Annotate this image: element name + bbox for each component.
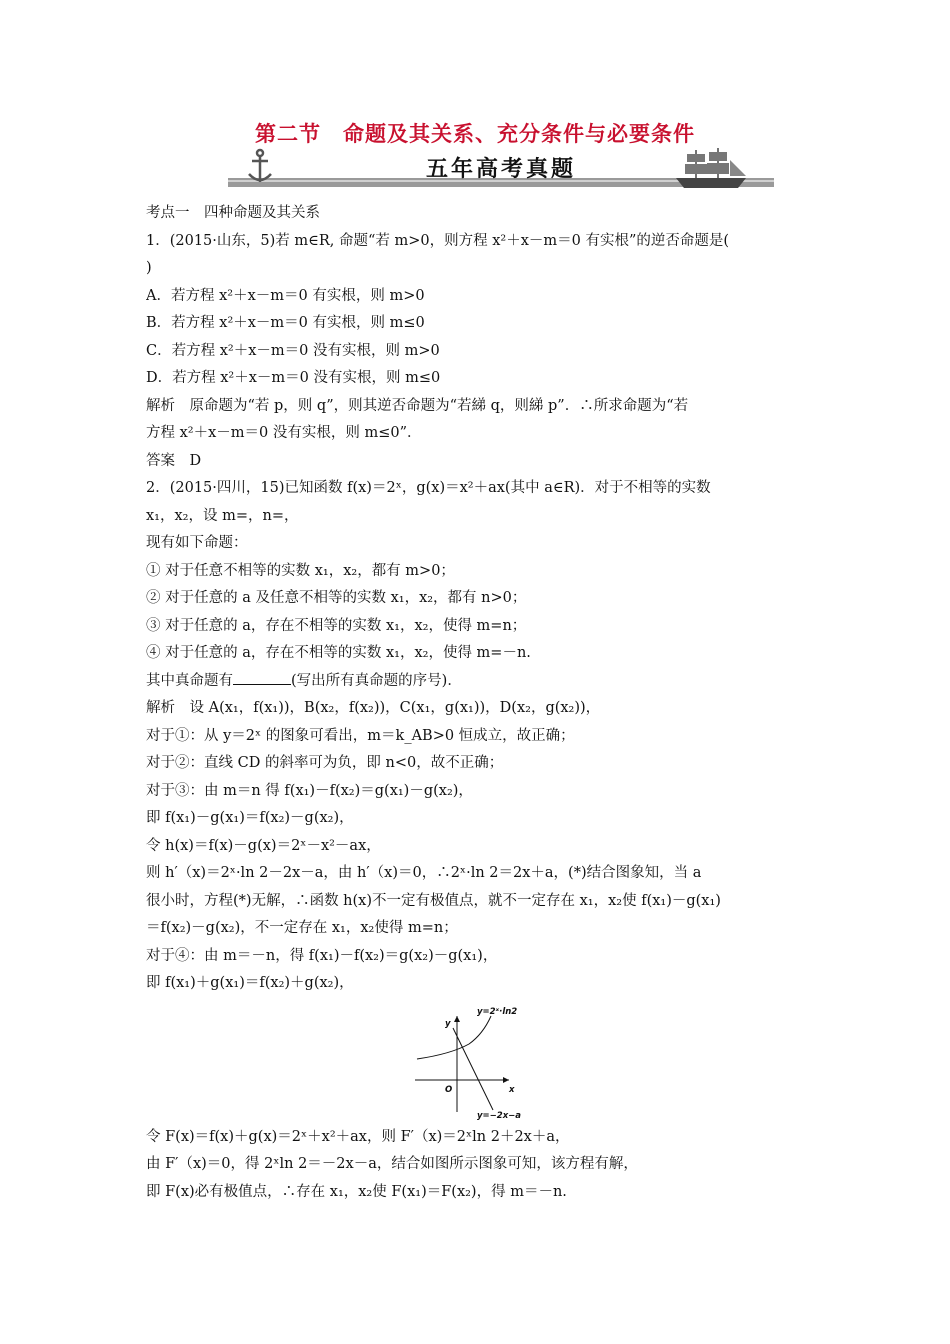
text-line: 对于③：由 m＝n 得 f(x₁)－f(x₂)＝g(x₁)－g(x₂)， <box>146 782 473 799</box>
text-line: ② 对于任意的 a 及任意不相等的实数 x₁，x₂，都有 n>0； <box>146 590 527 606</box>
function-graph <box>411 1004 547 1120</box>
text-line: ③ 对于任意的 a，存在不相等的实数 x₁，x₂，使得 m=n； <box>146 617 527 634</box>
origin-label: O <box>445 1084 453 1095</box>
text-line: 对于②：直线 CD 的斜率可为负，即 n<0，故不正确； <box>146 755 504 771</box>
banner-title: 五年高考真题 <box>425 157 576 182</box>
text-line: B．若方程 x²＋x－m＝0 有实根，则 m≤0 <box>146 315 425 331</box>
text-line: 2．(2015·四川，15)已知函数 f(x)＝2ˣ，g(x)＝x²＋ax(其中 a∈R)．对于不相等的实数 <box>146 480 711 496</box>
text-line: 很小时，方程(*)无解，∴函数 h(x)不一定有极值点，就不一定存在 x₁，x₂使 f(x₁)－g(x₁) <box>146 892 721 909</box>
banner <box>228 148 774 194</box>
text-line: 即 f(x₁)＋g(x₁)＝f(x₂)＋g(x₂)， <box>146 975 354 991</box>
text-line: 令 F(x)＝f(x)＋g(x)＝2ˣ＋x²＋ax，则 F′（x)＝2ˣln 2＋2x＋a， <box>146 1128 570 1145</box>
exponential-curve <box>417 1016 491 1059</box>
curve-label: y=2ˣ·ln2 <box>477 1006 518 1017</box>
text-line: 即 F(x)必有极值点，∴存在 x₁，x₂使 F(x₁)＝F(x₂)，得 m＝－n. <box>146 1183 567 1200</box>
line-label: y=−2x−a <box>477 1110 522 1120</box>
text-line: 答案 D <box>146 452 202 469</box>
text-line: ④ 对于任意的 a，存在不相等的实数 x₁，x₂，使得 m=－n. <box>146 645 531 661</box>
text-line: ＝f(x₂)－g(x₂)，不一定存在 x₁，x₂使得 m=n； <box>146 920 458 936</box>
section-title: 第二节 命题及其关系、充分条件与必要条件 <box>255 122 695 146</box>
text-line: 考点一 四种命题及其关系 <box>146 205 320 221</box>
text-line: 对于④：由 m＝－n，得 f(x₁)－f(x₂)＝g(x₂)－g(x₁)， <box>146 947 498 964</box>
answer-blank <box>233 670 291 685</box>
text-line: 则 h′（x)＝2ˣ·ln 2－2x－a，由 h′（x)＝0，∴2ˣ·ln 2＝2x＋a，(*)结合图象知，当 a <box>146 865 702 881</box>
text-line: 即 f(x₁)－g(x₁)＝f(x₂)－g(x₂)， <box>146 810 354 826</box>
text-line: ) <box>146 260 152 276</box>
text-line: 方程 x²＋x－m＝0 没有实根，则 m≤0”． <box>146 425 422 441</box>
x-axis-label: x <box>509 1084 515 1095</box>
document-body <box>146 200 810 1206</box>
text-line: 解析 设 A(x₁，f(x₁))，B(x₂，f(x₂))，C(x₁，g(x₁))，D(x₂，g(x₂))， <box>146 700 601 716</box>
text-line: 现有如下命题： <box>146 535 248 551</box>
text-line: 对于①：从 y＝2ˣ 的图象可看出，m＝k_AB>0 恒成立，故正确； <box>146 727 575 744</box>
text-fragment: (写出所有真命题的序号)． <box>291 672 462 689</box>
text-line: ① 对于任意不相等的实数 x₁，x₂，都有 m>0； <box>146 562 455 579</box>
y-axis-label: y <box>445 1018 451 1029</box>
text-line: C．若方程 x²＋x－m＝0 没有实根，则 m>0 <box>146 342 440 359</box>
text-line: x₁，x₂，设 m=，n=， <box>146 507 299 524</box>
text-fragment: 其中真命题有 <box>146 672 233 689</box>
text-line: 1．(2015·山东，5)若 m∈R, 命题“若 m>0，则方程 x²＋x－m＝0 有实根”的逆否命题是( <box>146 232 730 249</box>
text-line: D．若方程 x²＋x－m＝0 没有实根，则 m≤0 <box>146 370 441 386</box>
text-line: A．若方程 x²＋x－m＝0 有实根，则 m>0 <box>146 287 425 304</box>
text-line <box>146 668 810 696</box>
text-line: 解析 原命题为“若 p，则 q”，则其逆否命题为“若綈 q，则綈 p”．∴所求命题为“若 <box>146 397 689 414</box>
text-line: 由 F′（x)＝0，得 2ˣln 2＝－2x－a，结合如图所示图象可知，该方程有解， <box>146 1156 638 1172</box>
text-line: 令 h(x)＝f(x)－g(x)＝2ˣ－x²－ax， <box>146 837 381 854</box>
